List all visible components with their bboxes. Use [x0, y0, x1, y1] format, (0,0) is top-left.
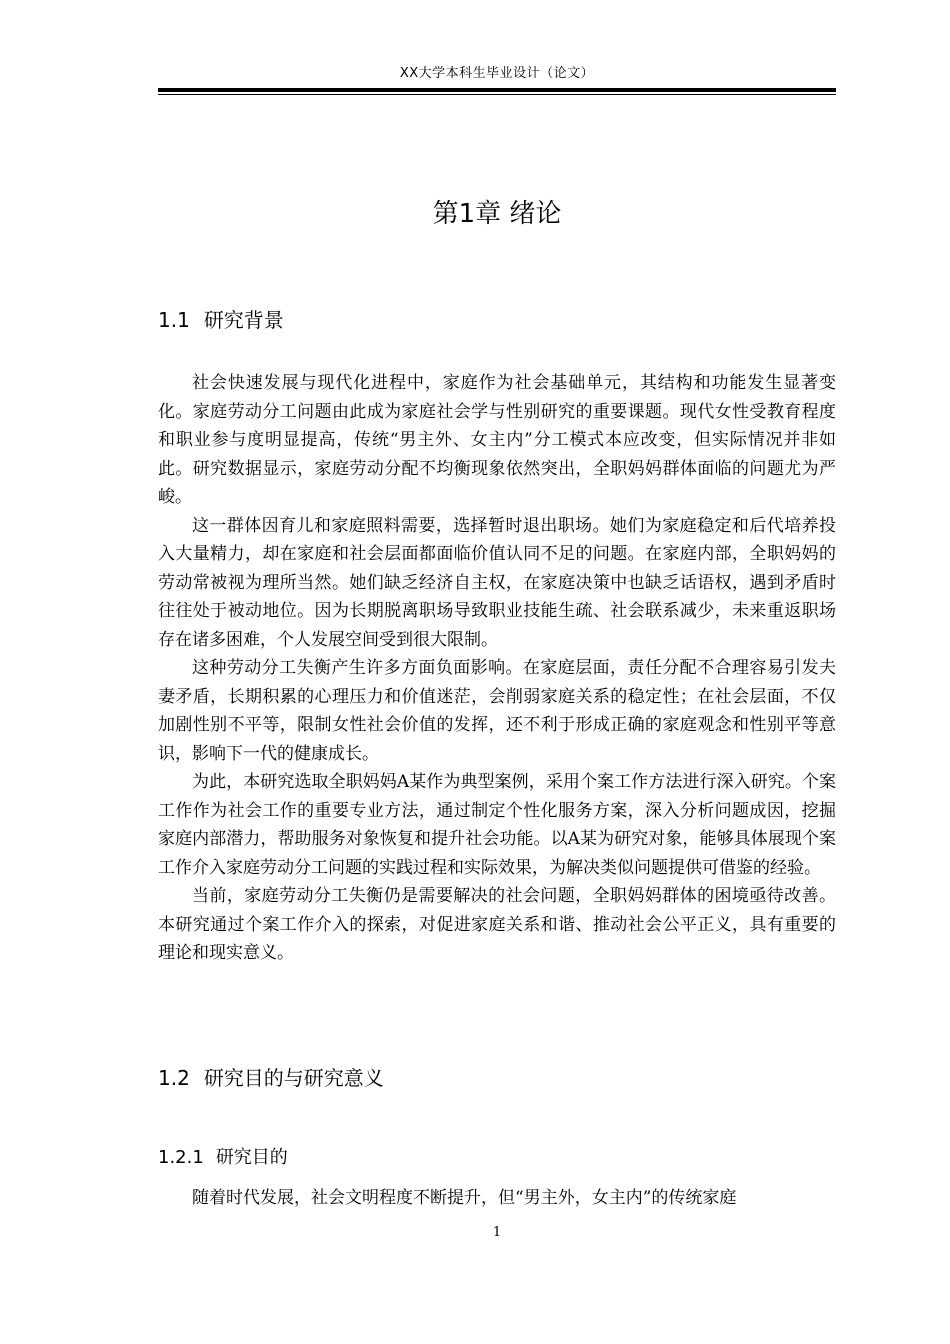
paragraph: 当前，家庭劳动分工失衡仍是需要解决的社会问题，全职妈妈群体的困境亟待改善。本研究通过个案工作介入的探索，对促进家庭关系和谐、推动社会公平正义，具有重要的理论和现实意义。 [158, 886, 836, 963]
page-number: 1 [492, 1225, 502, 1240]
header-rule-thick [158, 88, 836, 92]
subsection-heading-1-2-1 [158, 1144, 288, 1172]
header-rule-thin [158, 94, 836, 95]
section-1-1-body [158, 369, 836, 968]
paragraph: 这种劳动分工失衡产生许多方面负面影响。在家庭层面，责任分配不合理容易引发夫妻矛盾，长期积累的心理压力和价值迷茫，会削弱家庭关系的稳定性；在社会层面，不仅加剧性别不平等，限制女性社会价值的发挥，还不利于形成正确的家庭观念和性别平等意识，影响下一代的健康成长。 [158, 658, 836, 764]
chapter-title: 第1章 绪论 [432, 199, 562, 229]
paragraph: 为此，本研究选取全职妈妈A某作为典型案例，采用个案工作方法进行深入研究。个案工作作为社会工作的重要专业方法，通过制定个性化服务方案，深入分析问题成因，挖掘家庭内部潜力，帮助服务对象恢复和提升社会功能。以A某为研究对象，能够具体展现个案工作介入家庭劳动分工问题的实践过程和实际效果，为解决类似问题提供可借鉴的经验。 [158, 772, 836, 878]
paragraph: 随着时代发展，社会文明程度不断提升，但“男主外，女主内”的传统家庭 [192, 1188, 737, 1208]
section-number: 1.2 [158, 1066, 190, 1090]
section-1-2-1-body [158, 1184, 836, 1213]
section-heading-1-2 [158, 1063, 384, 1093]
subsection-title: 研究目的 [215, 1147, 288, 1168]
section-title: 研究目的与研究意义 [203, 1066, 384, 1090]
subsection-number: 1.2.1 [158, 1147, 204, 1168]
page-header: XX大学本科生毕业设计（论文） [399, 66, 595, 81]
paragraph: 这一群体因育儿和家庭照料需要，选择暂时退出职场。她们为家庭稳定和后代培养投入大量精力，却在家庭和社会层面都面临价值认同不足的问题。在家庭内部，全职妈妈的劳动常被视为理所当然。她们缺乏经济自主权，在家庭决策中也缺乏话语权，遇到矛盾时往往处于被动地位。因为长期脱离职场导致职业技能生疏、社会联系减少，未来重返职场存在诸多困难，个人发展空间受到很大限制。 [158, 515, 836, 650]
section-number: 1.1 [158, 308, 190, 332]
section-title: 研究背景 [203, 308, 284, 332]
section-heading-1-1 [158, 305, 284, 335]
paragraph: 社会快速发展与现代化进程中，家庭作为社会基础单元，其结构和功能发生显著变化。家庭劳动分工问题由此成为家庭社会学与性别研究的重要课题。现代女性受教育程度和职业参与度明显提高，传统“男主外、女主内”分工模式本应改变，但实际情况并非如此。研究数据显示，家庭劳动分配不均衡现象依然突出，全职妈妈群体面临的问题尤为严峻。 [158, 373, 836, 507]
